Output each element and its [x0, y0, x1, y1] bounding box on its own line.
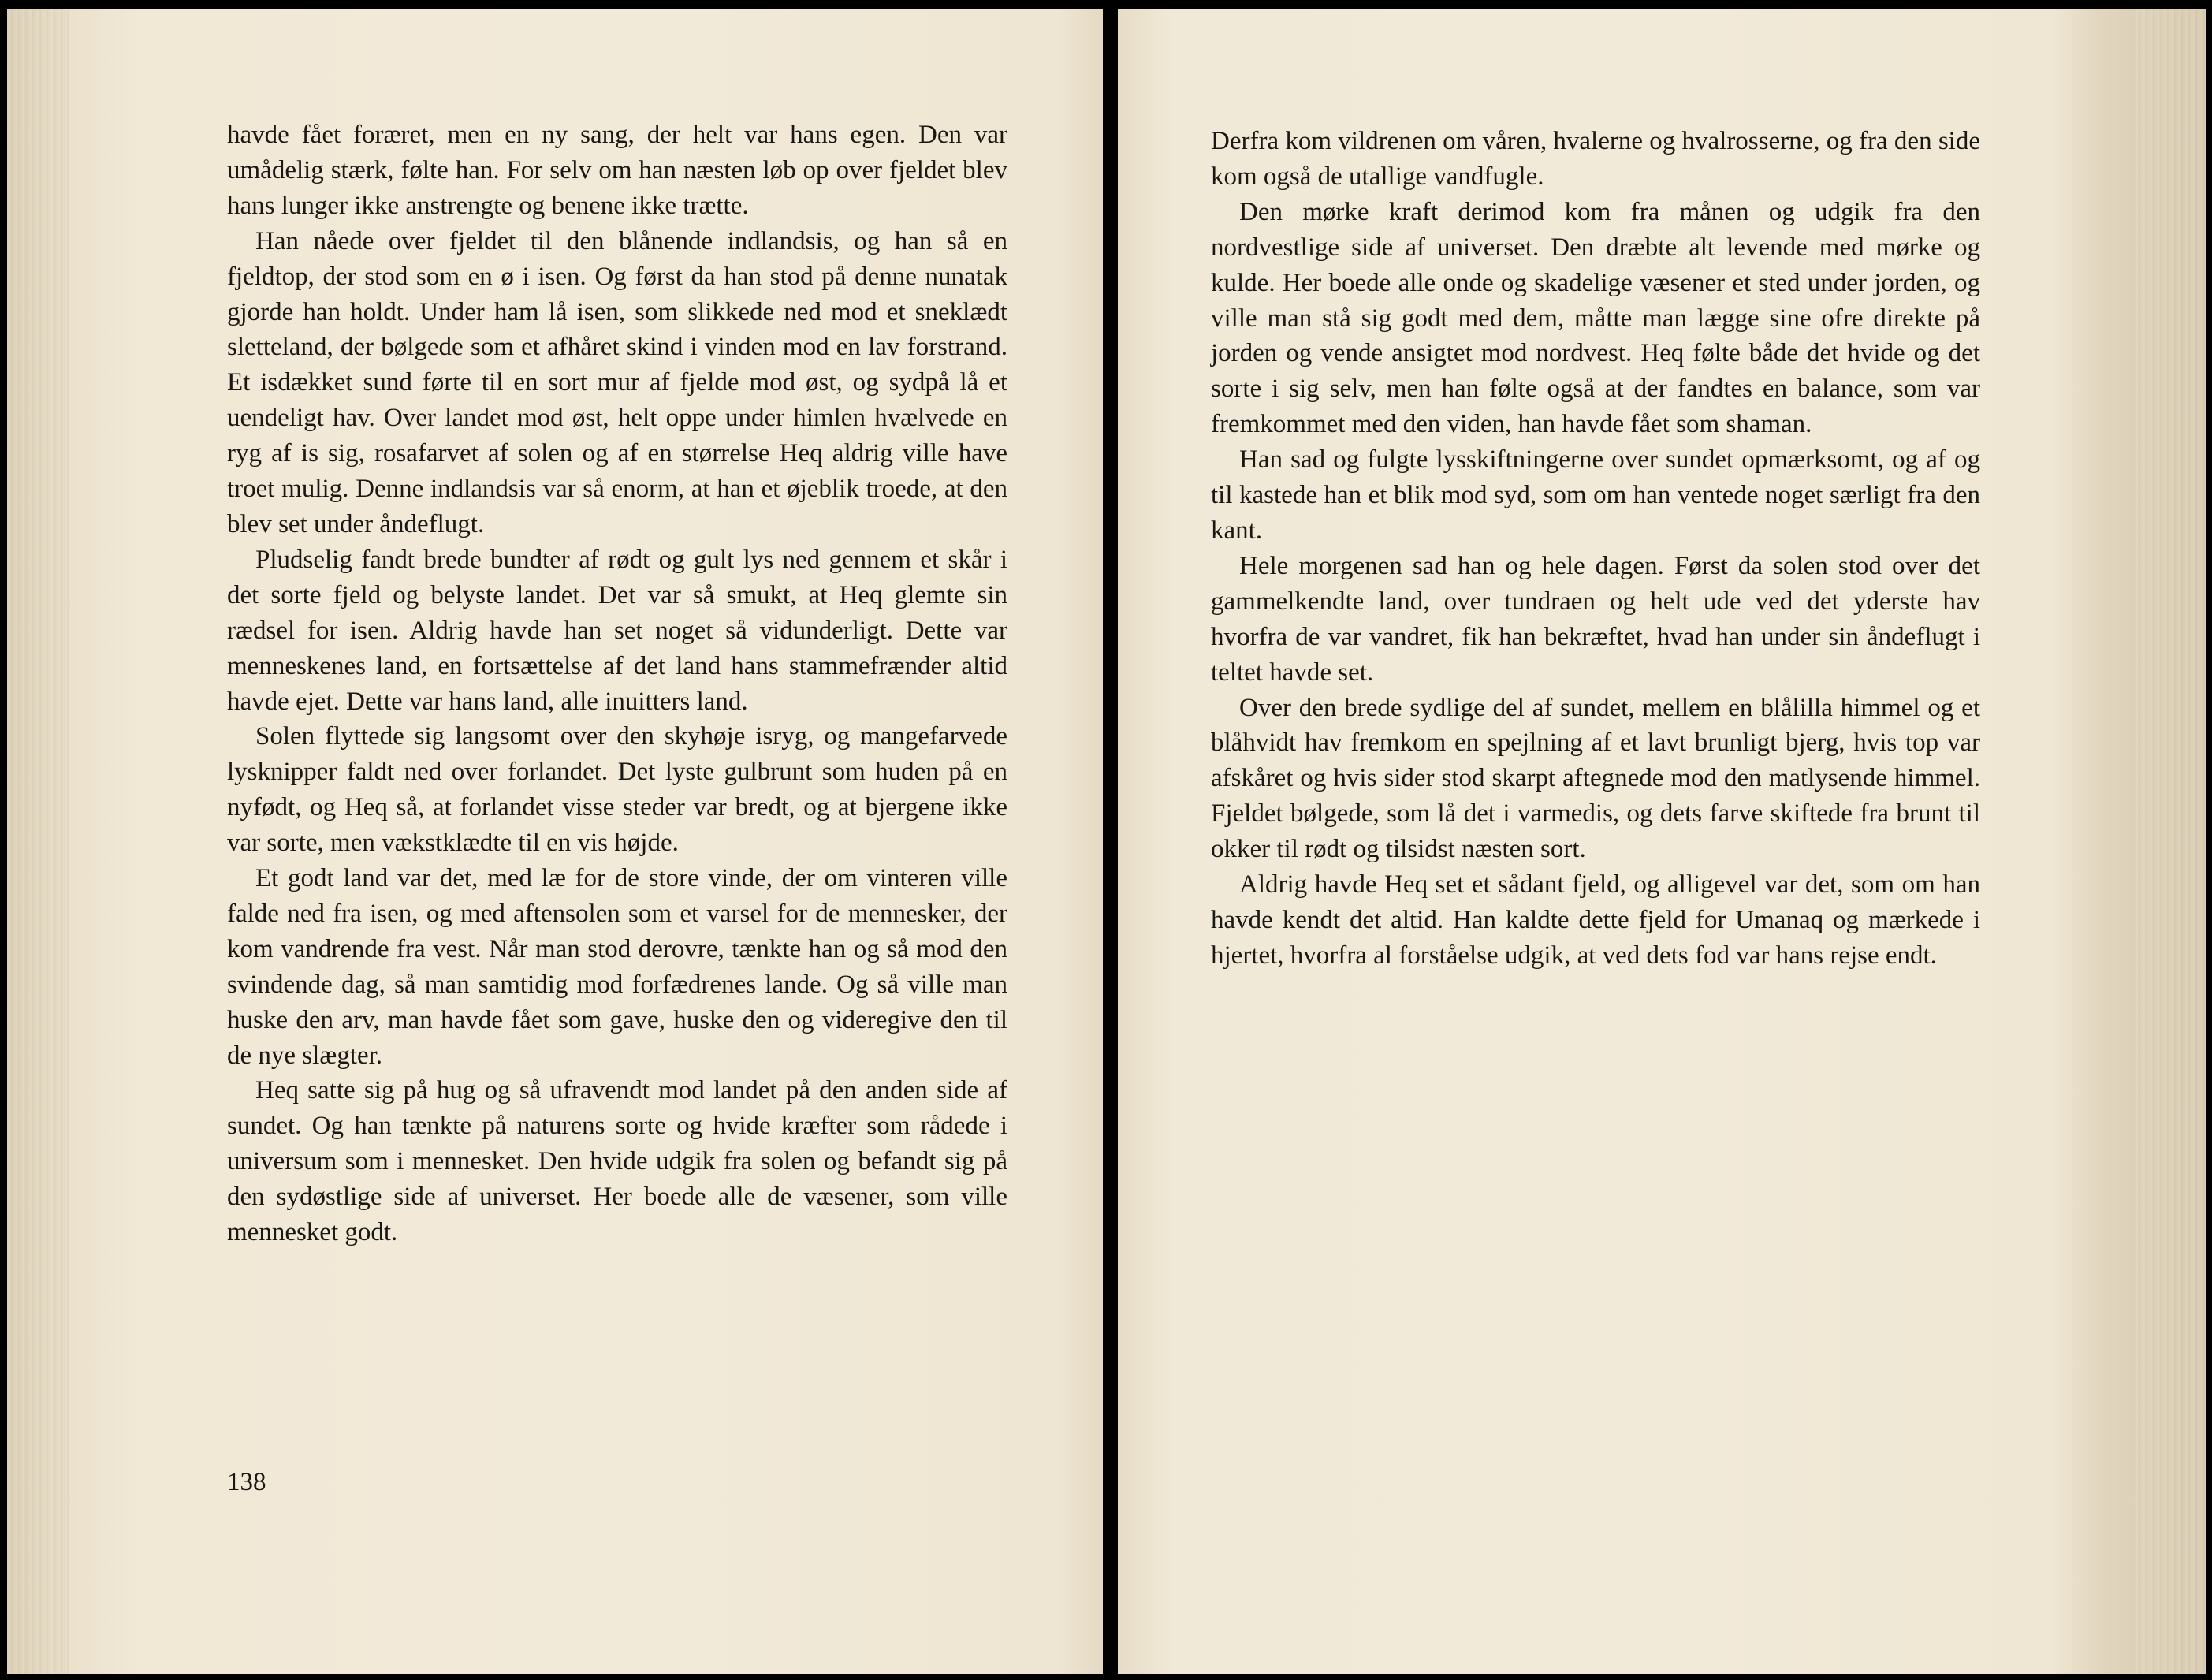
paragraph: havde fået foræret, men en ny sang, der helt var hans egen. Den var umådelig stærk, følte han. For selv om han næsten løb op over fjeldet blev hans lunger ikke anstrengte og benene ikke trætte.: [227, 121, 1007, 220]
paragraph: Derfra kom vildrenen om våren, hvalerne og hvalrosserne, og fra den side kom også de utallige vandfugle.: [1211, 127, 1980, 191]
page-edge-right: [2135, 9, 2206, 1674]
paragraph: Han sad og fulgte lysskiftningerne over sundet opmærksomt, og af og til kastede han et blik mod syd, som om han ventede noget særligt fra den kant.: [1211, 445, 1980, 545]
paragraph: Solen flyttede sig langsomt over den skyhøje isryg, og mangefarvede lysknipper faldt ned over forlandet. Det lyste gulbrunt som huden på en nyfødt, og Heq så, at forlandet visse steder var bredt, og at bjergene ikke var sorte, men vækstklædte til en vis højde.: [227, 722, 1007, 858]
page-edge-left: [7, 9, 69, 1674]
paragraph: Heq satte sig på hug og så ufravendt mod landet på den anden side af sundet. Og han tænkte på naturens sorte og hvide kræfter som rådede i universum som i mennesket. Den hvide udgik fra solen og befandt sig på den sydøstlige side af universet. Her boede alle de væsener, som ville mennesket godt.: [227, 1076, 1007, 1247]
paragraph: Et godt land var det, med læ for de store vinde, der om vinteren ville falde ned fra isen, og med aftensolen som et varsel for de mennesker, der kom vandrende fra vest. Når man stod derovre, tænkte han og så mod den svindende dag, så man samtidig mod forfædrenes lande. Og så ville man huske den arv, man havde fået som gave, huske den og videregive den til de nye slægter.: [227, 864, 1007, 1070]
right-page-text: [1211, 124, 1980, 974]
paragraph: Aldrig havde Heq set et sådant fjeld, og alligevel var det, som om han havde kendt det altid. Han kaldte dette fjeld for Umanaq og mærkede i hjertet, hvorfra al forståelse udgik, at ved dets fod var hans rejse endt.: [1211, 870, 1980, 970]
left-page-text: [227, 117, 1007, 1250]
paragraph: Hele morgenen sad han og hele dagen. Først da solen stod over det gammelkendte land, over tundraen og helt ude ved det yderste hav hvorfra de var vandret, fik han bekræftet, hvad han under sin åndeflugt i teltet havde set.: [1211, 551, 1980, 687]
paragraph: Han nåede over fjeldet til den blånende indlandsis, og han så en fjeldtop, der stod som en ø i isen. Og først da han stod på denne nunatak gjorde han holdt. Under ham lå isen, som slikkede ned mod et sneklædt sletteland, der bølgede som et afhåret skind i vinden mod en lav forstrand. Et isdækket sund førte til en sort mur af fjelde mod øst, og sydpå lå et uendeligt hav. Over landet mod øst, helt oppe under himlen hvælvede en ryg af is sig, rosafarvet af solen og af en størrelse Heq aldrig ville have troet mulig. Denne indlandsis var så enorm, at han et øjeblik troede, at den blev set under åndeflugt.: [227, 226, 1007, 538]
paragraph: Den mørke kraft derimod kom fra månen og udgik fra den nordvestlige side af universet. Den dræbte alt levende med mørke og kulde. Her boede alle onde og skadelige væsener et sted under jorden, og ville man stå sig godt med dem, måtte man lægge sine ofre direkte på jorden og vende ansigtet mod nordvest. Heq følte både det hvide og det sorte i sig selv, men han følte også at der fandtes en balance, som var fremkommet med den viden, han havde fået som shaman.: [1211, 197, 1980, 439]
paragraph: Pludselig fandt brede bundter af rødt og gult lys ned gennem et skår i det sorte fjeld og belyste landet. Det var så smukt, at Heq glemte sin rædsel for isen. Aldrig havde han set noget så vidunderligt. Dette var menneskenes land, en fortsættelse af det land hans stammefrænder altid havde ejet. Dette var hans land, alle inuitters land.: [227, 545, 1007, 716]
page-number: 138: [227, 1468, 266, 1496]
paragraph: Over den brede sydlige del af sundet, mellem en blålilla himmel og et blåhvidt hav fremkom en spejlning af et lavt brunligt bjerg, hvis top var afskåret og hvis sider stod skarpt aftegnede mod den matlysende himmel. Fjeldet bølgede, som lå det i varmedis, og dets farve skiftede fra brunt til okker til rødt og tilsidst næsten sort.: [1211, 693, 1980, 864]
